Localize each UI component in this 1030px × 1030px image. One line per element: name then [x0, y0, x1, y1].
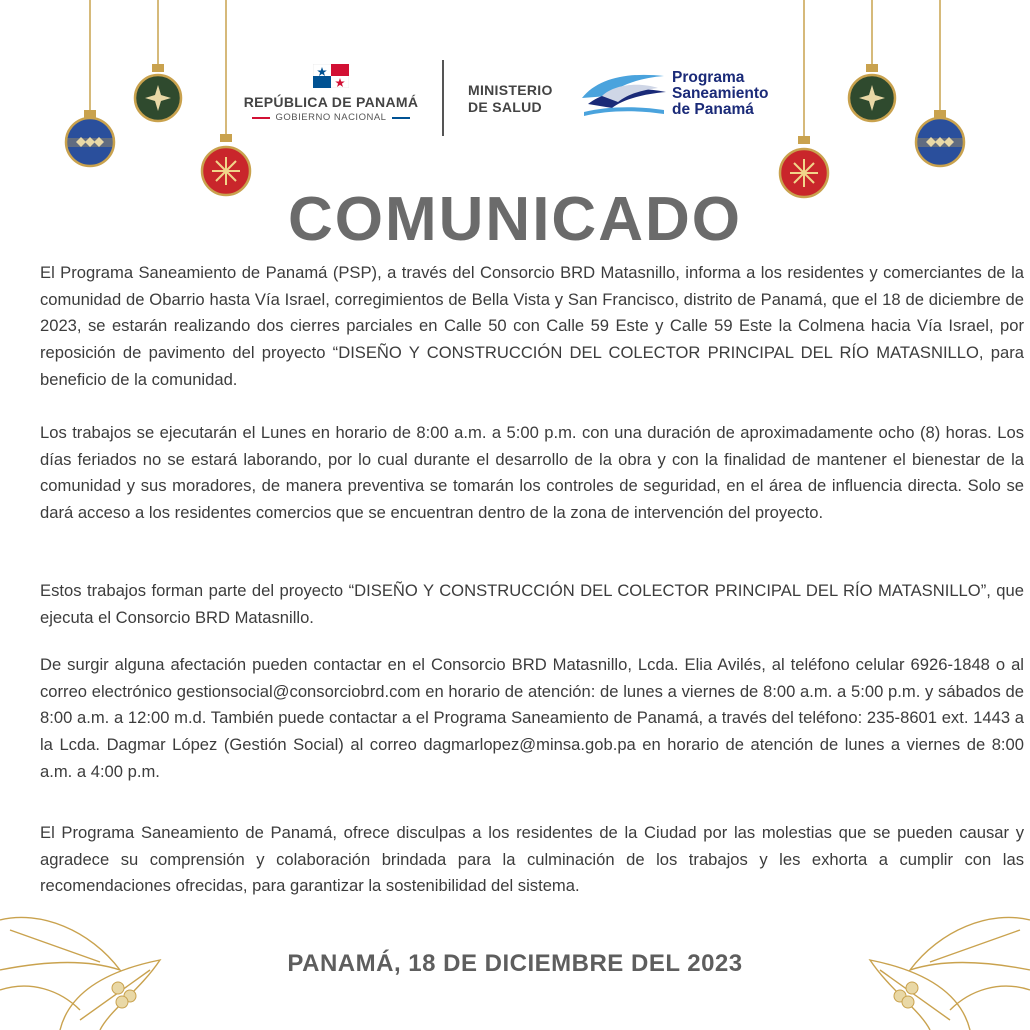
government-name: REPÚBLICA DE PANAMÁ	[243, 94, 419, 110]
page-title: COMUNICADO	[288, 185, 742, 254]
ministry-line-2: DE SALUD	[468, 99, 542, 115]
paragraph-1: El Programa Saneamiento de Panamá (PSP), a través del Consorcio BRD Matasnillo, informa a los residentes y comerciantes de la comunidad de Obarrio hasta Vía Israel, corregimientos de Bella Vista y San Francisco, distrito de Panamá, que el 18 de diciembre de 2023, se estarán realizando dos cierres parciales en Calle 50 con Calle 59 Este y Calle 59 Este la Colmena hacia Vía Israel, por reposición de pavimento del proyecto “DISEÑO Y CONSTRUCCIÓN DEL COLECTOR PRINCIPAL DEL RÍO MATASNILLO, para beneficio de la comunidad.	[40, 263, 1024, 389]
paragraph-4: De surgir alguna afectación pueden contactar en el Consorcio BRD Matasnillo, Lcda. Elia Avilés, al teléfono celular 6926-1848 o al correo electrónico gestionsocial@consorciobrd.com en horario de atención: de lunes a viernes de 8:00 a.m. a 5:00 p.m. y sábados de 8:00 a.m. a 12:00 m.d. También puede contactar a el Programa Saneamiento de Panamá, a través del teléfono: 235-8601 ext. 1443 a la Lcda. Dagmar López (Gestión Social) al correo dagmarlopez@minsa.gob.pa en horario de atención de lunes a viernes de 8:00 a.m. a 4:00 p.m.	[40, 655, 1024, 781]
government-logo	[238, 64, 424, 123]
header-divider	[442, 60, 444, 136]
footer-date: PANAMÁ, 18 DE DICIEMBRE DEL 2023	[287, 950, 743, 977]
ministry-logo-text	[468, 82, 553, 116]
paragraph-5: El Programa Saneamiento de Panamá, ofrece disculpas a los residentes de la Ciudad por las molestias que se pueden causar y agradece su comprensión y colaboración brindada para la culminación de los trabajos y les exhorta a cumplir con las recomendaciones ofrecidas, para garantizar la sostenibilidad del sistema.	[40, 823, 1024, 896]
government-subtitle: GOBIERNO NACIONAL	[275, 112, 387, 123]
ministry-line-1: MINISTERIO	[468, 82, 553, 98]
program-line-3: de Panamá	[672, 101, 754, 118]
panama-flag-icon	[313, 64, 349, 88]
paragraph-3: Estos trabajos forman parte del proyecto “DISEÑO Y CONSTRUCCIÓN DEL COLECTOR PRINCIPAL DEL RÍO MATASNILLO”, que ejecuta el Consorcio BRD Matasnillo.	[40, 581, 1024, 627]
christmas-ornaments-left	[0, 0, 270, 210]
dolphin-logo-icon	[578, 70, 668, 118]
program-line-2: Saneamiento	[672, 85, 769, 102]
christmas-ornaments-right	[760, 0, 1030, 210]
paragraph-2: Los trabajos se ejecutarán el Lunes en horario de 8:00 a.m. a 5:00 p.m. con una duración de aproximadamente ocho (8) horas. Los días feriados no se estará laborando, por lo cual durante el desarrollo de la obra y con la finalidad de mantener el bienestar de la comunidad y sus moradores, de manera preventiva se tomarán los controles de seguridad, en el área de influencia directa. Solo se dará acceso a los residentes comercios que se encuentran dentro de la zona de intervención del proyecto.	[40, 423, 1024, 523]
program-logo-text	[672, 70, 768, 118]
program-line-1: Programa	[672, 69, 745, 86]
